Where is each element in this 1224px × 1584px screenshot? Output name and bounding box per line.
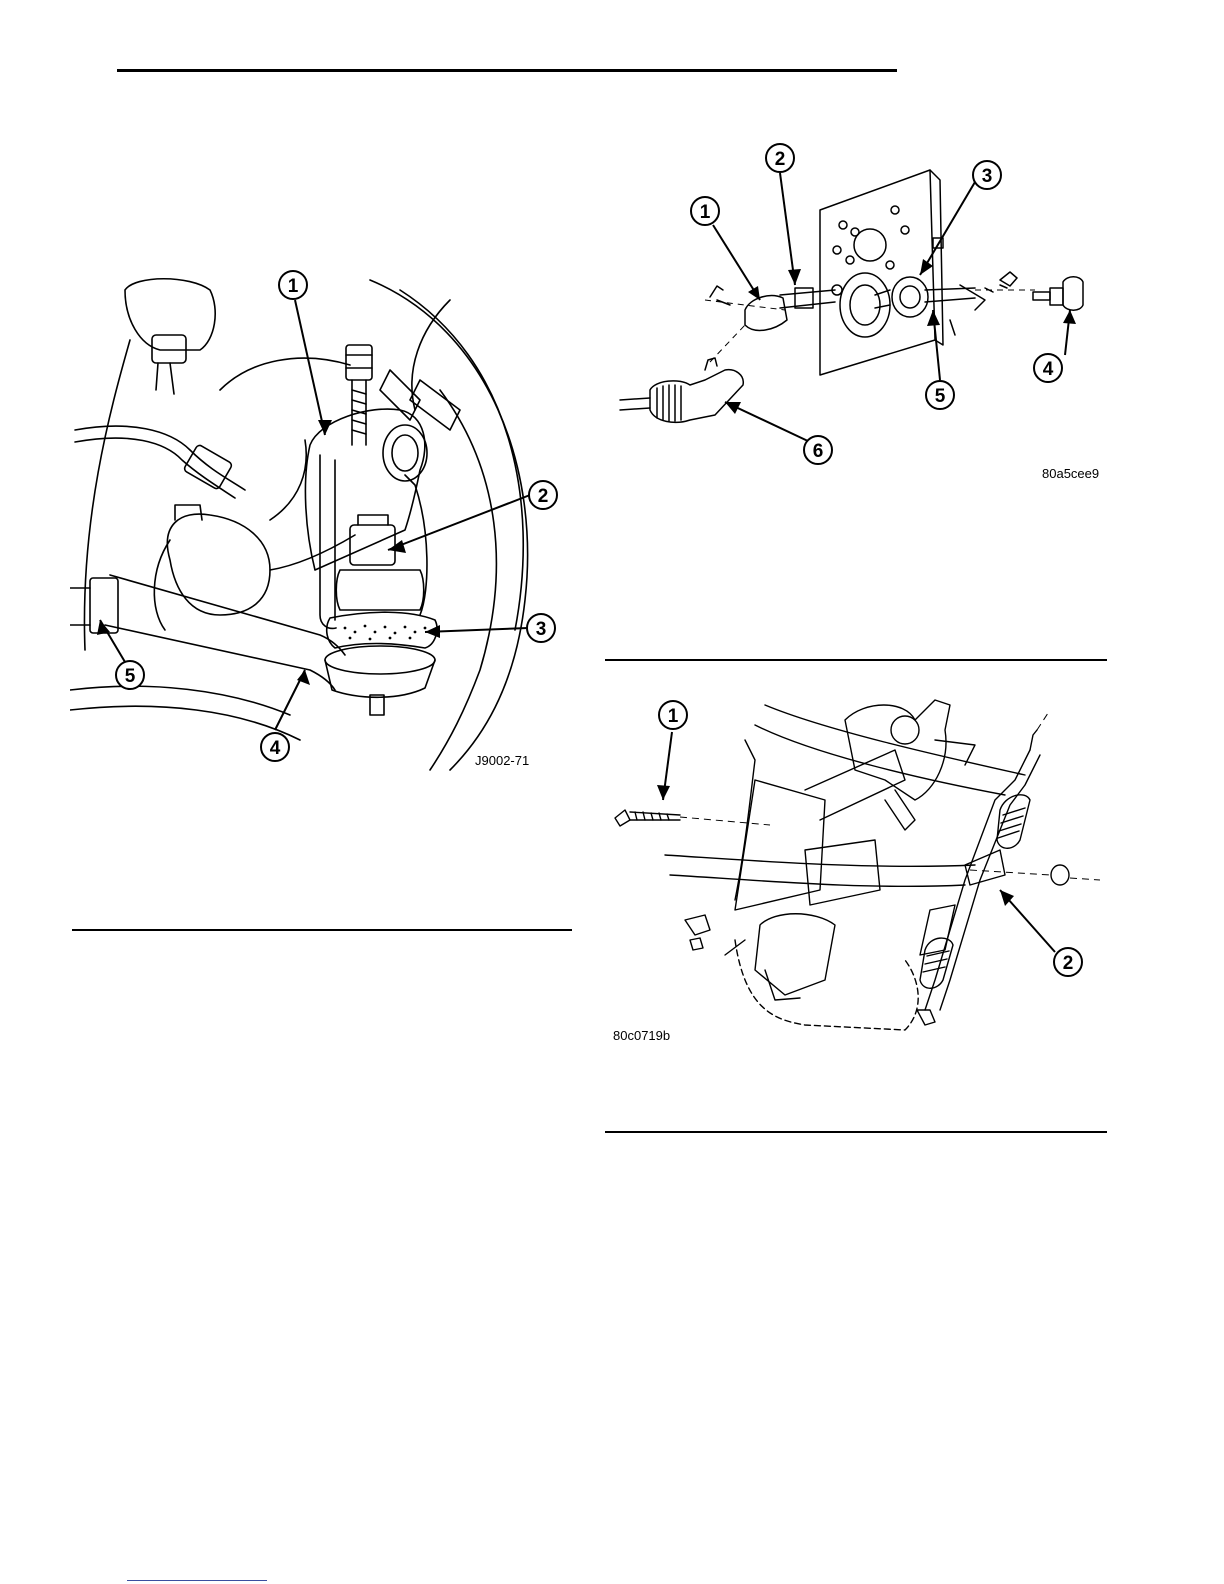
callout-4: 4 [1042,359,1054,380]
figure-2-rule [605,659,1107,661]
figure-id-label: 80a5cee9 [1042,466,1100,481]
figure-tie-rod-puller-drawing [70,270,570,775]
figure-steering-coupler [605,140,1105,485]
figure-steering-gear [605,680,1105,1045]
callout-4: 4 [269,738,281,759]
callout-2: 2 [774,149,786,170]
callout-1: 1 [699,202,711,223]
header-rule [117,69,897,72]
callout-2: 2 [537,486,549,507]
callout-3: 3 [981,166,993,187]
figure-steering-coupler-drawing [605,140,1105,485]
footer-link-underline[interactable] [127,1580,267,1581]
callout-2: 2 [1062,953,1074,974]
figure-tie-rod-puller [70,270,570,775]
callout-1: 1 [287,276,299,297]
figure-id-label: J9002-71 [475,753,530,768]
figure-3-rule [605,1131,1107,1133]
callout-5: 5 [934,386,946,407]
figure-id-label: 80c0719b [613,1028,671,1043]
callout-3: 3 [535,619,547,640]
figure-steering-gear-drawing [605,680,1105,1045]
callout-5: 5 [124,666,136,687]
figure-1-rule [72,929,572,931]
callout-1: 1 [667,706,679,727]
callout-6: 6 [812,441,824,462]
